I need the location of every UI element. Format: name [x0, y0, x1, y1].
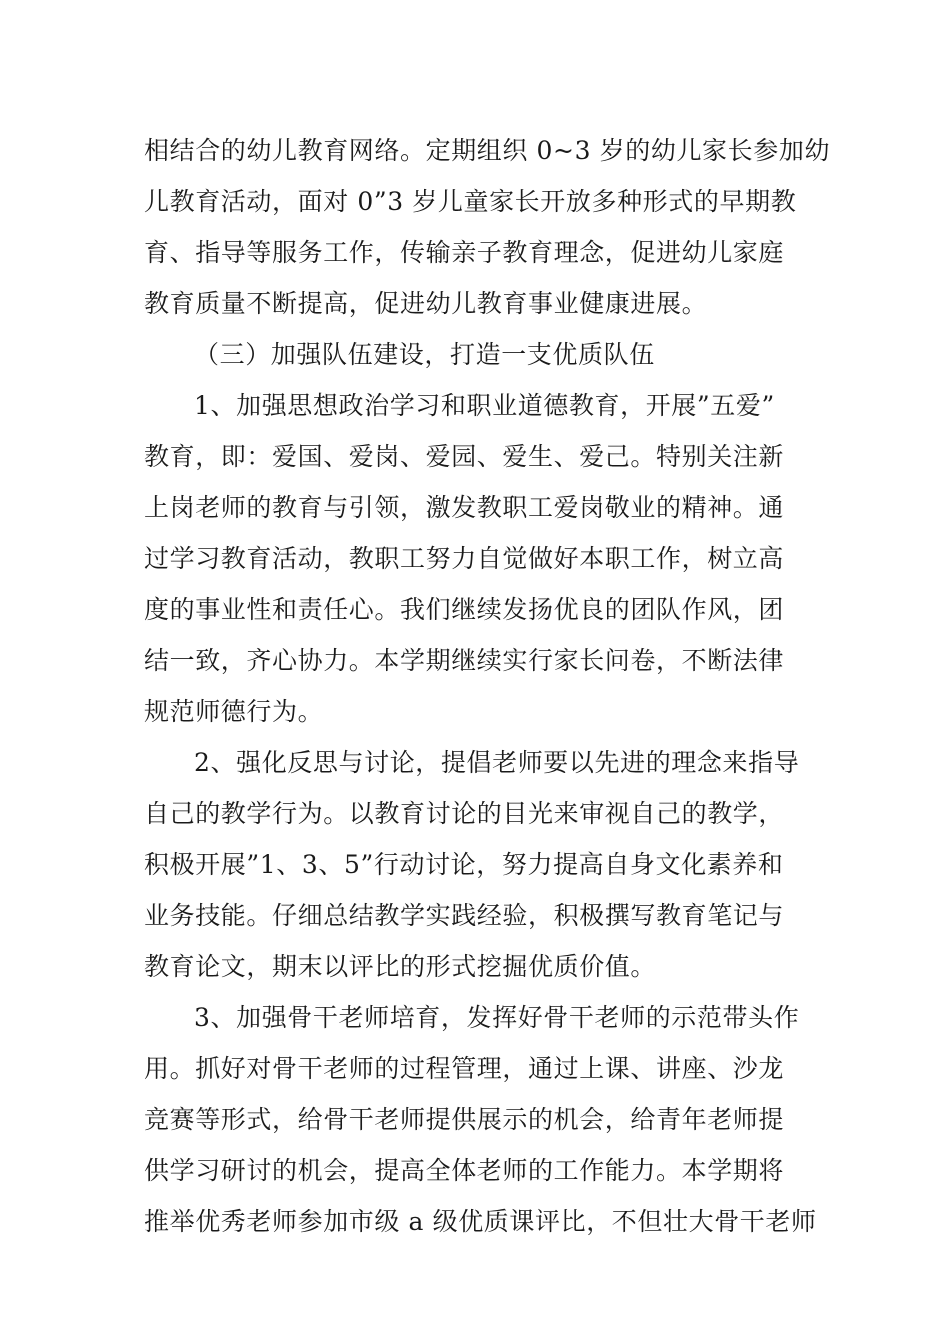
text-line: 教育论文，期末以评比的形式挖掘优质价值。 — [144, 952, 657, 981]
text-line: 相结合的幼儿教育网络。定期组织 0~3 岁的幼儿家长参加幼 — [144, 136, 831, 165]
text-line: 业务技能。仔细总结教学实践经验，积极撰写教育笔记与 — [144, 901, 785, 930]
text-line: 2、强化反思与讨论，提倡老师要以先进的理念来指导 — [194, 748, 800, 777]
section-heading: （三）加强队伍建设，打造一支优质队伍 — [194, 340, 655, 369]
text-line: 用。抓好对骨干老师的过程管理，通过上课、讲座、沙龙 — [144, 1054, 785, 1083]
text-line: 上岗老师的教育与引领，激发教职工爱岗敬业的精神。通 — [144, 493, 785, 522]
text-line: 积极开展”1、3、5”行动讨论，努力提高自身文化素养和 — [144, 850, 784, 879]
text-line: 规范师德行为。 — [144, 697, 324, 726]
text-line: 1、加强思想政治学习和职业道德教育，开展”五爱” — [194, 391, 775, 420]
text-line: 育、指导等服务工作，传输亲子教育理念，促进幼儿家庭 — [144, 238, 785, 267]
text-line: 过学习教育活动，教职工努力自觉做好本职工作，树立高 — [144, 544, 785, 573]
text-line: 供学习研讨的机会，提高全体老师的工作能力。本学期将 — [144, 1156, 785, 1185]
text-line: 儿教育活动，面对 0”3 岁儿童家长开放多种形式的早期教 — [144, 187, 797, 216]
text-line: 竞赛等形式，给骨干老师提供展示的机会，给青年老师提 — [144, 1105, 785, 1134]
text-line: 结一致，齐心协力。本学期继续实行家长问卷，不断法律 — [144, 646, 785, 675]
text-line: 推举优秀老师参加市级 a 级优质课评比，不但壮大骨干老师 — [144, 1207, 817, 1236]
text-line: 3、加强骨干老师培育，发挥好骨干老师的示范带头作 — [194, 1003, 800, 1032]
text-line: 教育，即：爱国、爱岗、爱园、爱生、爱己。特别关注新 — [144, 442, 785, 471]
text-line: 教育质量不断提高，促进幼儿教育事业健康进展。 — [144, 289, 708, 318]
text-line: 度的事业性和责任心。我们继续发扬优良的团队作风，团 — [144, 595, 785, 624]
text-line: 自己的教学行为。以教育讨论的目光来审视自己的教学， — [144, 799, 785, 828]
